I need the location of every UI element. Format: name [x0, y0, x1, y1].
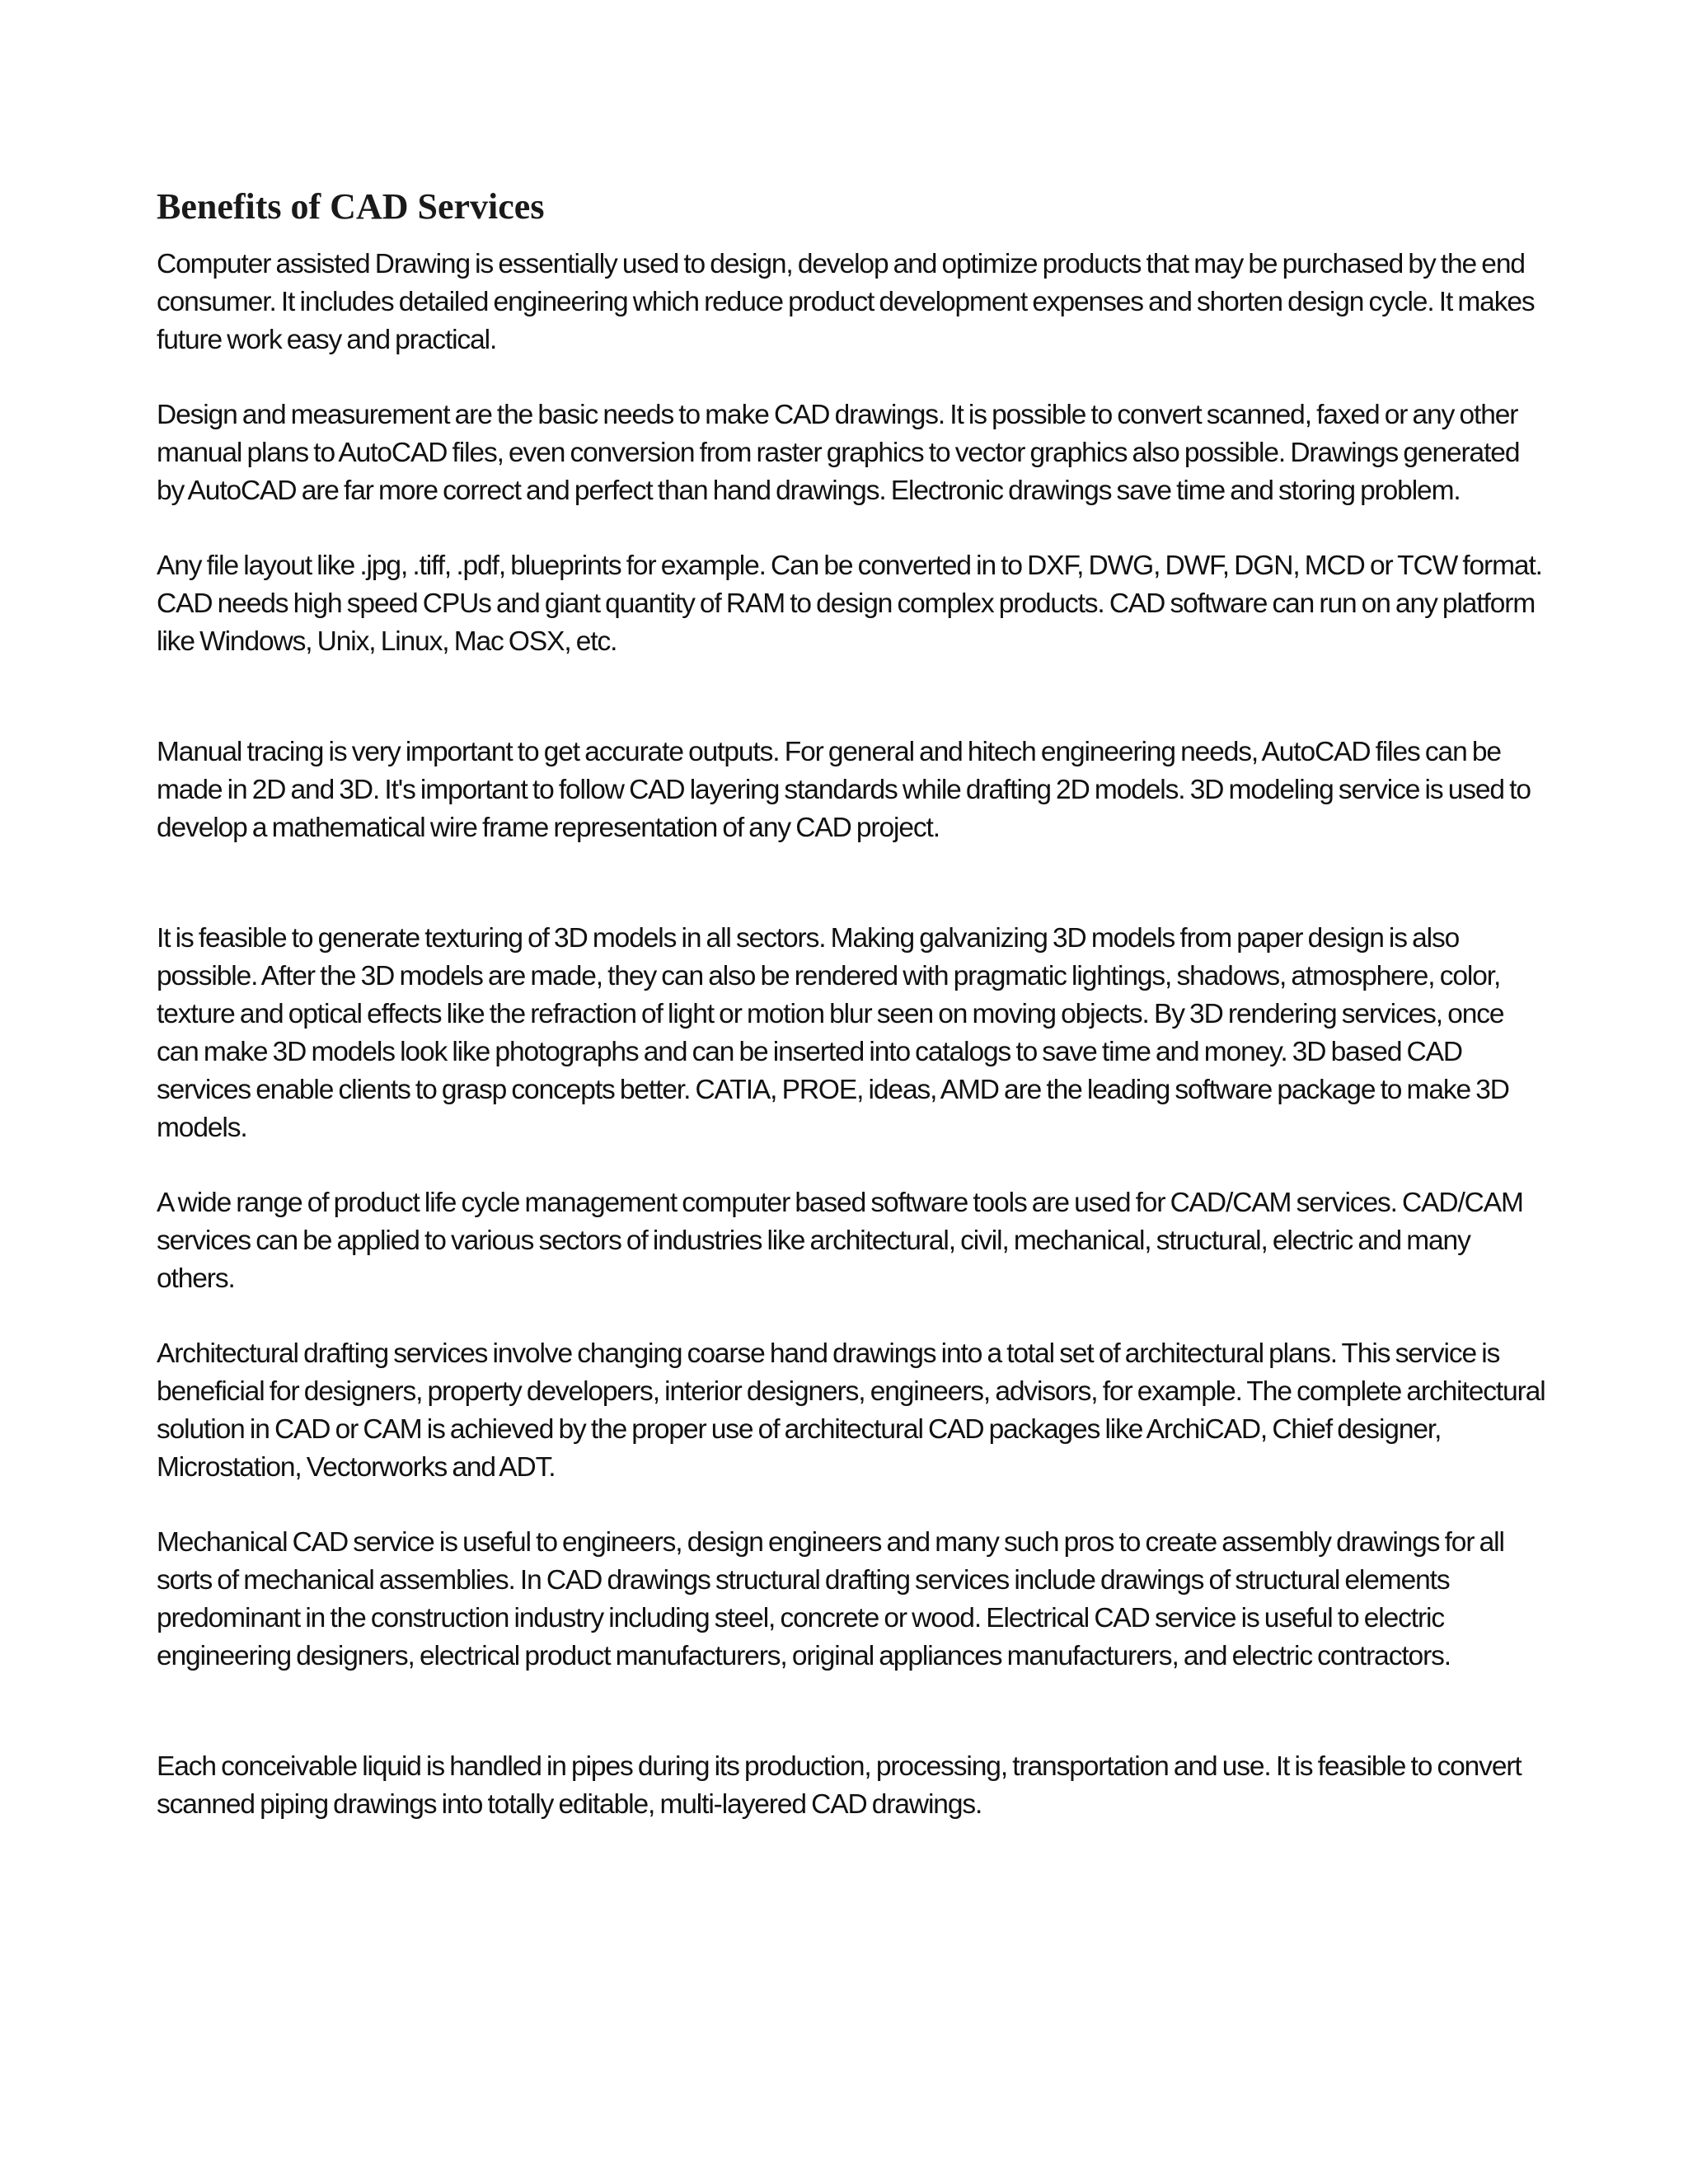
paragraph-spacer [157, 1675, 1550, 1748]
paragraph-3d-texturing: It is feasible to generate texturing of 3D models in all sectors. Making galvanizing 3D models from paper design is also possible. After the 3D models are made, they can also be rendered with pragmatic lightings, shadows, atmosphere, color, texture and optical effects like the refraction of light or motion blur seen on moving objects. By 3D rendering services, once can make 3D models look like photographs and can be inserted into catalogs to save time and money. 3D based CAD services enable clients to grasp concepts better. CATIA, PROE, ideas, AMD are the leading software package to make 3D models. [157, 922, 1509, 1143]
paragraph-spacer [157, 1147, 1550, 1184]
paragraph-cad-overview: Computer assisted Drawing is essentially used to design, develop and optimize products that may be purchased by the end consumer. It includes detailed engineering which reduce product development expenses and shorten design cycle. It makes future work easy and practical. [157, 248, 1535, 355]
paragraph-manual-tracing: Manual tracing is very important to get accurate outputs. For general and hitech engineering needs, AutoCAD files can be made in 2D and 3D. It's important to follow CAD layering standards while drafting 2D models. 3D modeling service is used to develop a mathematical wire frame representation of any CAD project. [157, 736, 1531, 843]
paragraph-architectural-drafting: Architectural drafting services involve changing coarse hand drawings into a total set of architectural plans. This service is beneficial for designers, property developers, interior designers, engineers, advisors, for example. The complete architectural solution in CAD or CAM is achieved by the proper use of architectural CAD packages like ArchiCAD, Chief designer, Microstation, Vectorworks and ADT. [157, 1338, 1545, 1483]
paragraph-spacer [157, 359, 1550, 396]
paragraph-spacer [157, 847, 1550, 920]
paragraph-spacer [157, 1298, 1550, 1335]
paragraph-design-measurement: Design and measurement are the basic needs to make CAD drawings. It is possible to convert scanned, faxed or any other manual plans to AutoCAD files, even conversion from raster graphics to vector graphics also possible. Drawings generated by AutoCAD are far more correct and perfect than hand drawings. Electronic drawings save time and storing problem. [157, 399, 1520, 506]
document-page [157, 185, 1550, 1824]
paragraph-spacer [157, 1487, 1550, 1524]
paragraph-spacer [157, 661, 1550, 733]
paragraph-piping: Each conceivable liquid is handled in pipes during its production, processing, transportation and use. It is feasible to convert scanned piping drawings into totally editable, multi-layered CAD drawings. [157, 1750, 1522, 1820]
paragraph-spacer [157, 510, 1550, 547]
paragraph-mechanical-cad: Mechanical CAD service is useful to engineers, design engineers and many such pros to create assembly drawings for all sorts of mechanical assemblies. In CAD drawings structural drafting services include drawings of structural elements predominant in the construction industry including steel, concrete or wood. Electrical CAD service is useful to electric engineering designers, electrical product manufacturers, original appliances manufacturers, and electric contractors. [157, 1526, 1504, 1671]
paragraph-file-formats: Any file layout like .jpg, .tiff, .pdf, blueprints for example. Can be converted in to DXF, DWG, DWF, DGN, MCD or TCW format. CAD needs high speed CPUs and giant quantity of RAM to design complex products. CAD software can run on any platform like Windows, Unix, Linux, Mac OSX, etc. [157, 550, 1542, 657]
document-title: Benefits of CAD Services [157, 186, 545, 227]
paragraph-cad-cam: A wide range of product life cycle management computer based software tools are used for CAD/CAM services. CAD/CAM services can be applied to various sectors of industries like architectural, civil, mechanical, structural, electric and many others. [157, 1187, 1523, 1294]
